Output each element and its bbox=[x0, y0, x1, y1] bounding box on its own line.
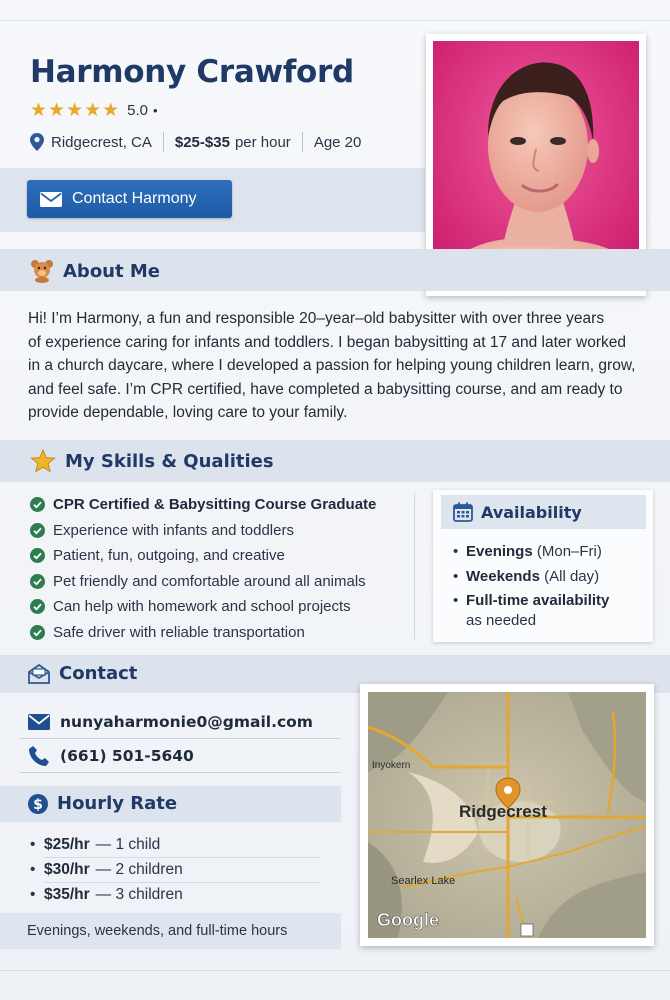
location-pin-icon bbox=[30, 133, 44, 151]
hourly-title: Hourly Rate bbox=[57, 793, 178, 814]
about-line: Hi! I’m Harmony, a fun and responsible 20–year–old babysitter with over three years bbox=[28, 310, 605, 327]
rate-unit: per hour bbox=[234, 133, 291, 151]
rate-divider bbox=[44, 882, 319, 883]
envelope-open-icon bbox=[28, 664, 50, 684]
hourly-rate-list bbox=[30, 832, 183, 907]
bottom-divider bbox=[0, 970, 670, 971]
rating-row bbox=[30, 99, 158, 122]
meta-divider bbox=[163, 132, 164, 152]
list-item bbox=[453, 542, 609, 562]
about-line: and feel safe. I’m CPR certified, have completed a babysitting course, and am ready to bbox=[28, 380, 623, 398]
skill-label: Safe driver with reliable transportation bbox=[53, 623, 305, 641]
list-item bbox=[30, 569, 376, 595]
availability-heading bbox=[441, 495, 646, 529]
rate-amount: $35/hr bbox=[44, 885, 90, 903]
profile-name: Harmony Crawford bbox=[30, 54, 354, 90]
skill-label: Can help with homework and school projects bbox=[53, 598, 351, 616]
list-item bbox=[30, 518, 376, 544]
about-line: of experience caring for infants and toddlers. I began babysitting at 17 and later worked bbox=[28, 333, 626, 351]
mail-icon bbox=[40, 192, 62, 207]
about-title: About Me bbox=[63, 260, 160, 282]
list-item bbox=[453, 591, 609, 631]
skills-heading bbox=[30, 449, 274, 473]
rate-divider bbox=[44, 857, 319, 858]
about-heading bbox=[30, 259, 160, 283]
rate-desc: — 1 child bbox=[95, 835, 161, 853]
list-item bbox=[30, 857, 183, 882]
availability-rest: (All day) bbox=[539, 567, 600, 585]
dollar-circle-icon bbox=[28, 794, 48, 814]
meta-divider bbox=[302, 132, 303, 152]
skills-title: My Skills & Qualities bbox=[65, 450, 274, 472]
top-divider bbox=[0, 20, 670, 21]
check-circle-icon bbox=[30, 574, 45, 589]
check-circle-icon bbox=[30, 548, 45, 563]
about-line: provide dependable, loving care to your family. bbox=[28, 404, 348, 421]
map-label-searles: Searlex Lake bbox=[391, 875, 456, 887]
skill-label: Pet friendly and comfortable around all animals bbox=[53, 572, 366, 590]
map-label-inyokern: Inyokern bbox=[372, 760, 411, 771]
check-circle-icon bbox=[30, 497, 45, 512]
pegman-icon[interactable] bbox=[521, 924, 533, 936]
contact-button-label: Contact Harmony bbox=[72, 190, 197, 207]
phone-icon bbox=[28, 745, 50, 767]
calendar-icon bbox=[453, 502, 473, 522]
vertical-divider bbox=[414, 493, 415, 639]
list-item bbox=[30, 882, 183, 907]
rating-value: 5.0 bbox=[127, 102, 149, 119]
phone-row[interactable] bbox=[28, 739, 313, 773]
skill-label: Experience with infants and toddlers bbox=[53, 521, 294, 539]
list-item bbox=[453, 567, 609, 587]
bullet: • bbox=[30, 835, 36, 853]
availability-bold: Weekends bbox=[466, 567, 540, 585]
availability-rest: (Mon–Fri) bbox=[532, 543, 602, 560]
check-circle-icon bbox=[30, 599, 45, 614]
bullet: • bbox=[30, 860, 36, 878]
mail-icon bbox=[28, 714, 50, 730]
availability-list bbox=[453, 542, 609, 636]
rate-desc: — 3 children bbox=[95, 885, 183, 903]
contact-rows bbox=[28, 705, 313, 773]
email-row[interactable] bbox=[28, 705, 313, 739]
bullet: • bbox=[30, 885, 36, 903]
location-map[interactable] bbox=[368, 692, 646, 938]
age-text: Age 20 bbox=[313, 133, 362, 151]
rate-amount: $25/hr bbox=[44, 835, 90, 853]
contact-button[interactable] bbox=[27, 180, 232, 218]
contact-title: Contact bbox=[59, 663, 138, 684]
hourly-heading bbox=[28, 793, 177, 814]
contact-divider bbox=[20, 772, 340, 773]
map-frame[interactable] bbox=[360, 684, 654, 946]
availability-bold: Full-time availability bbox=[466, 592, 610, 609]
hourly-footer: Evenings, weekends, and full-time hours bbox=[0, 913, 341, 949]
list-item bbox=[30, 492, 376, 518]
skill-label: CPR Certified & Babysitting Course Graduate bbox=[53, 496, 377, 514]
list-item bbox=[30, 594, 376, 620]
map-brand-logo: Google bbox=[377, 910, 439, 930]
list-item bbox=[30, 620, 376, 646]
map-label-city: Ridgecrest bbox=[459, 802, 547, 821]
check-circle-icon bbox=[30, 523, 45, 538]
location-text: Ridgecrest, CA bbox=[51, 133, 152, 151]
email-text[interactable]: nunyaharmonie0@gmail.com bbox=[60, 713, 313, 731]
contact-heading bbox=[28, 663, 137, 684]
availability-title: Availability bbox=[481, 502, 582, 522]
rate-amount: $30/hr bbox=[44, 860, 90, 878]
teddy-bear-icon bbox=[30, 259, 54, 283]
star-rating-icon: ★★★★★ bbox=[30, 100, 121, 121]
skills-list bbox=[30, 492, 376, 645]
list-item bbox=[30, 543, 376, 569]
about-paragraph bbox=[28, 307, 640, 425]
availability-bold: Evenings bbox=[466, 543, 533, 560]
rate-desc: — 2 children bbox=[95, 860, 183, 878]
check-circle-icon bbox=[30, 625, 45, 640]
availability-rest: as needed bbox=[466, 612, 537, 629]
meta-row bbox=[30, 132, 361, 152]
list-item bbox=[30, 832, 183, 857]
svg-text:$: $ bbox=[33, 796, 43, 813]
skill-label: Patient, fun, outgoing, and creative bbox=[53, 547, 285, 565]
rate-range: $25-$35 bbox=[174, 133, 230, 151]
about-line: in a church daycare, where I developed a passion for helping young children learn, grow, bbox=[28, 357, 636, 374]
availability-card bbox=[433, 490, 653, 642]
phone-text[interactable]: (661) 501-5640 bbox=[60, 747, 194, 765]
contact-divider bbox=[20, 738, 340, 739]
rating-separator: • bbox=[153, 103, 158, 118]
star-icon bbox=[30, 449, 56, 473]
